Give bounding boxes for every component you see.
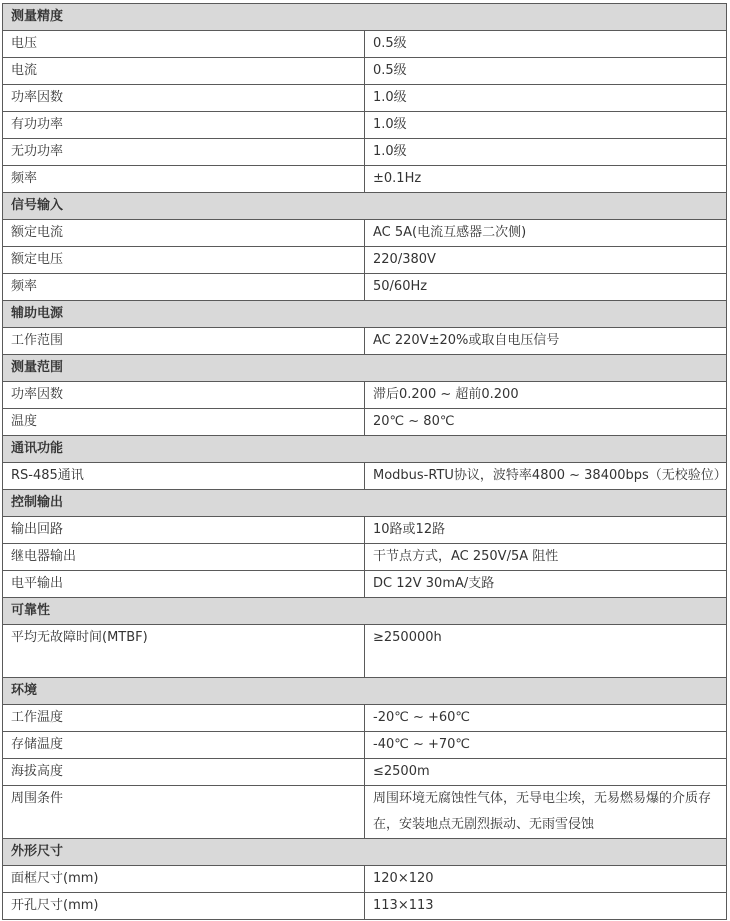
row-value: 干节点方式，AC 250V/5A 阻性 xyxy=(365,544,727,571)
section-header-row xyxy=(3,678,727,705)
table-row xyxy=(3,866,727,893)
spec-table xyxy=(2,3,727,920)
table-row xyxy=(3,31,727,58)
row-value: 120×120 xyxy=(365,866,727,893)
row-value: DC 12V 30mA/支路 xyxy=(365,571,727,598)
row-label: 有功功率 xyxy=(3,112,365,139)
section-title: 信号输入 xyxy=(3,193,727,220)
row-label xyxy=(3,625,365,678)
table-row xyxy=(3,247,727,274)
row-label: 电平输出 xyxy=(3,571,365,598)
row-value: 周围环境无腐蚀性气体，无导电尘埃，无易燃易爆的介质存在，安装地点无剧烈振动、无雨雪侵蚀 xyxy=(365,786,727,839)
row-label: 存储温度 xyxy=(3,732,365,759)
row-value: 20℃ ~ 80℃ xyxy=(365,409,727,436)
row-label: 电流 xyxy=(3,58,365,85)
table-row xyxy=(3,517,727,544)
row-value: 220/380V xyxy=(365,247,727,274)
table-row xyxy=(3,759,727,786)
table-row xyxy=(3,732,727,759)
row-value: -40℃ ~ +70℃ xyxy=(365,732,727,759)
section-header-row xyxy=(3,490,727,517)
section-header-row xyxy=(3,301,727,328)
row-label: 输出回路 xyxy=(3,517,365,544)
section-header-row xyxy=(3,4,727,31)
table-row xyxy=(3,544,727,571)
row-value: 0.5级 xyxy=(365,31,727,58)
table-row xyxy=(3,328,727,355)
section-title: 测量精度 xyxy=(3,4,727,31)
row-label: 额定电压 xyxy=(3,247,365,274)
section-header-row xyxy=(3,355,727,382)
row-label: 频率 xyxy=(3,274,365,301)
row-label: 电压 xyxy=(3,31,365,58)
row-label: 额定电流 xyxy=(3,220,365,247)
section-header-row xyxy=(3,598,727,625)
row-label: 面框尺寸(mm) xyxy=(3,866,365,893)
row-value: Modbus-RTU协议，波特率4800 ~ 38400bps（无校验位） xyxy=(365,463,727,490)
section-title: 辅助电源 xyxy=(3,301,727,328)
row-value: 10路或12路 xyxy=(365,517,727,544)
row-value: 1.0级 xyxy=(365,85,727,112)
row-label: 工作温度 xyxy=(3,705,365,732)
table-row xyxy=(3,786,727,839)
row-value: -20℃ ~ +60℃ xyxy=(365,705,727,732)
table-row xyxy=(3,893,727,920)
row-value: AC 220V±20%或取自电压信号 xyxy=(365,328,727,355)
row-value: 滞后0.200 ~ 超前0.200 xyxy=(365,382,727,409)
row-value: AC 5A(电流互感器二次侧) xyxy=(365,220,727,247)
section-title: 环境 xyxy=(3,678,727,705)
row-label: RS-485通讯 xyxy=(3,463,365,490)
row-value: 113×113 xyxy=(365,893,727,920)
row-value: 50/60Hz xyxy=(365,274,727,301)
row-label: 周围条件 xyxy=(3,786,365,839)
section-header-row xyxy=(3,193,727,220)
table-row xyxy=(3,112,727,139)
row-value: ±0.1Hz xyxy=(365,166,727,193)
row-value: 1.0级 xyxy=(365,112,727,139)
table-row xyxy=(3,705,727,732)
section-title: 控制输出 xyxy=(3,490,727,517)
table-row xyxy=(3,274,727,301)
row-label: 开孔尺寸(mm) xyxy=(3,893,365,920)
section-header-row xyxy=(3,436,727,463)
row-label: 无功功率 xyxy=(3,139,365,166)
row-label: 功率因数 xyxy=(3,382,365,409)
row-label: 温度 xyxy=(3,409,365,436)
row-label-text: 平均无故障时间(MTBF) xyxy=(11,630,148,645)
table-row xyxy=(3,85,727,112)
section-header-row xyxy=(3,839,727,866)
section-title: 通讯功能 xyxy=(3,436,727,463)
table-row xyxy=(3,139,727,166)
table-row xyxy=(3,220,727,247)
row-label: 继电器输出 xyxy=(3,544,365,571)
table-row xyxy=(3,625,727,678)
row-value: ≥250000h xyxy=(365,625,727,678)
row-value: ≤2500m xyxy=(365,759,727,786)
table-row xyxy=(3,382,727,409)
section-title: 测量范围 xyxy=(3,355,727,382)
row-label: 海拔高度 xyxy=(3,759,365,786)
row-value: 1.0级 xyxy=(365,139,727,166)
row-label: 工作范围 xyxy=(3,328,365,355)
table-row xyxy=(3,166,727,193)
section-title: 可靠性 xyxy=(3,598,727,625)
table-row xyxy=(3,571,727,598)
row-label: 功率因数 xyxy=(3,85,365,112)
table-row xyxy=(3,409,727,436)
section-title: 外形尺寸 xyxy=(3,839,727,866)
table-row xyxy=(3,58,727,85)
table-row xyxy=(3,463,727,490)
row-value: 0.5级 xyxy=(365,58,727,85)
row-label: 频率 xyxy=(3,166,365,193)
